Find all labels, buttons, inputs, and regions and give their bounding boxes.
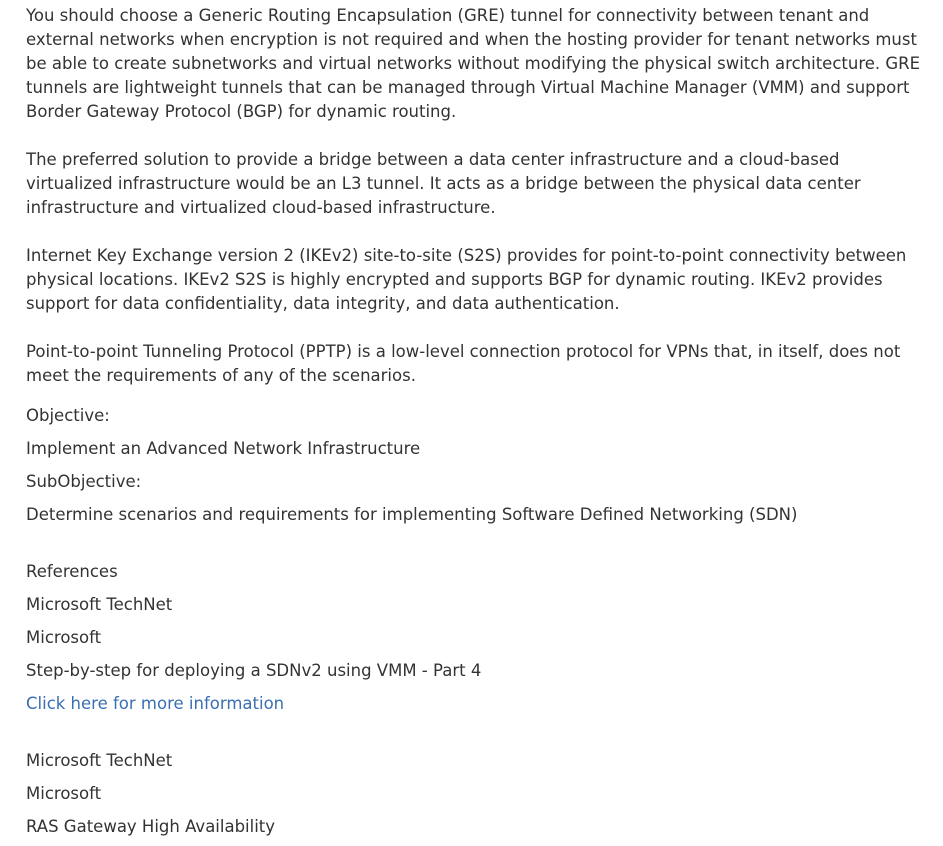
objective-label: Objective: bbox=[26, 406, 110, 425]
reference-item bbox=[26, 744, 931, 843]
paragraph-pptp: Point-to-point Tunneling Protocol (PPTP) is a low-level connection protocol for VPNs that, in itself, does not meet the requirements of any of the scenarios. bbox=[26, 342, 901, 385]
spacer bbox=[26, 720, 931, 744]
spacer bbox=[26, 531, 931, 555]
reference-publisher: Microsoft bbox=[26, 628, 102, 647]
reference-source: Microsoft TechNet bbox=[26, 595, 173, 614]
explanation-content bbox=[26, 4, 931, 843]
paragraph-gre: You should choose a Generic Routing Encapsulation (GRE) tunnel for connectivity between tenant and external networks when encryption is not required and when the hosting provider for tenant networks must be able to create subnetworks and virtual networks without modifying the physical switch architecture. GRE tunnels are lightweight tunnels that can be managed through Virtual Machine Manager (VMM) and support Border Gateway Protocol (BGP) for dynamic routing. bbox=[26, 6, 921, 121]
references-label: References bbox=[26, 562, 118, 581]
paragraph-ikev2: Internet Key Exchange version 2 (IKEv2) site-to-site (S2S) provides for point-to-point connectivity between physical locations. IKEv2 S2S is highly encrypted and supports BGP for dynamic routing. IKEv2 provides support for data confidentiality, data integrity, and data authentication. bbox=[26, 246, 907, 313]
paragraph-l3-tunnel: The preferred solution to provide a bridge between a data center infrastructure and a cloud-based virtualized infrastructure would be an L3 tunnel. It acts as a bridge between the physical data center infrastructure and virtualized cloud-based infrastructure. bbox=[26, 150, 861, 217]
reference-title: RAS Gateway High Availability bbox=[26, 817, 276, 836]
subobjective-value: Determine scenarios and requirements for implementing Software Defined Networking (SDN) bbox=[26, 505, 798, 524]
objective-value: Implement an Advanced Network Infrastructure bbox=[26, 439, 421, 458]
subobjective-label: SubObjective: bbox=[26, 472, 142, 491]
reference-item bbox=[26, 588, 931, 720]
more-information-link[interactable]: Click here for more information bbox=[26, 694, 285, 713]
reference-publisher: Microsoft bbox=[26, 784, 102, 803]
reference-source: Microsoft TechNet bbox=[26, 751, 173, 770]
reference-link-row bbox=[26, 687, 931, 720]
reference-title: Step-by-step for deploying a SDNv2 using VMM - Part 4 bbox=[26, 661, 482, 680]
